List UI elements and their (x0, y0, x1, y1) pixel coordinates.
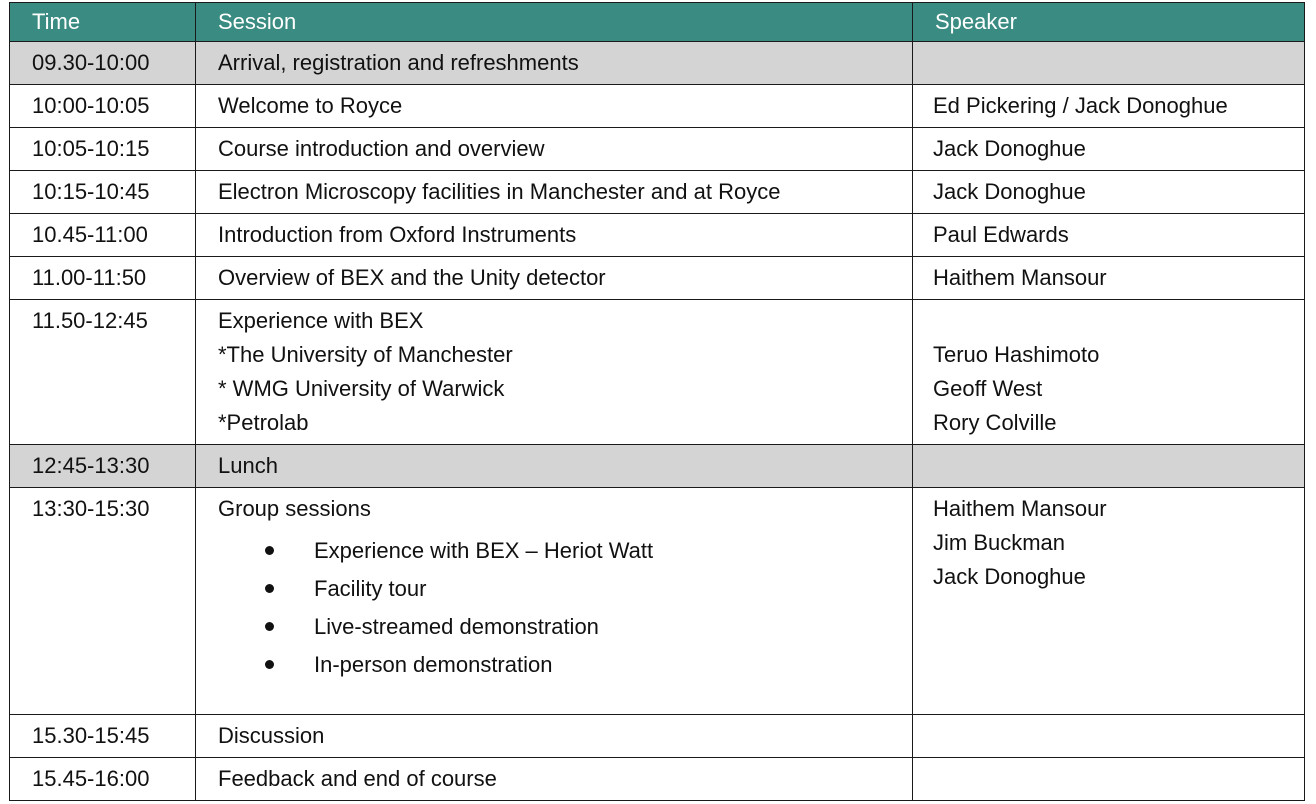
table-row (10, 214, 1305, 257)
row-session: Lunch (196, 445, 913, 488)
list-item (218, 570, 902, 608)
row-speaker (913, 758, 1305, 801)
row-session (196, 300, 913, 445)
bullet-icon (265, 584, 274, 593)
row-time: 12:45-13:30 (10, 445, 196, 488)
session-line: Experience with BEX (218, 308, 424, 333)
row-session: Feedback and end of course (196, 758, 913, 801)
bullet-text: Live-streamed demonstration (314, 614, 599, 639)
row-session: Course introduction and overview (196, 128, 913, 171)
row-session: Arrival, registration and refreshments (196, 42, 913, 85)
row-session: Welcome to Royce (196, 85, 913, 128)
table-row (10, 758, 1305, 801)
table-row (10, 488, 1305, 715)
row-speaker: Jack Donoghue (913, 171, 1305, 214)
speaker-line: Haithem Mansour (933, 496, 1107, 521)
schedule-table (9, 2, 1305, 801)
session-title: Group sessions (218, 496, 371, 521)
header-session: Session (196, 3, 913, 42)
row-session: Introduction from Oxford Instruments (196, 214, 913, 257)
row-session: Electron Microscopy facilities in Manchester and at Royce (196, 171, 913, 214)
table-row (10, 300, 1305, 445)
bullet-text: Experience with BEX – Heriot Watt (314, 538, 654, 563)
row-time: 11.50-12:45 (10, 300, 196, 445)
session-line: *The University of Manchester (218, 342, 513, 367)
header-time: Time (10, 3, 196, 42)
bullet-text: Facility tour (314, 576, 427, 601)
row-speaker (913, 715, 1305, 758)
table-row (10, 171, 1305, 214)
row-time: 10:00-10:05 (10, 85, 196, 128)
session-line: *Petrolab (218, 410, 309, 435)
list-item (218, 532, 902, 570)
row-time: 15.45-16:00 (10, 758, 196, 801)
row-time: 10:15-10:45 (10, 171, 196, 214)
row-speaker (913, 488, 1305, 715)
header-row (10, 3, 1305, 42)
speaker-line: Teruo Hashimoto (933, 342, 1100, 367)
row-session (196, 488, 913, 715)
session-bullet-list (218, 532, 902, 684)
row-time: 10:05-10:15 (10, 128, 196, 171)
table-row (10, 715, 1305, 758)
session-line: * WMG University of Warwick (218, 376, 505, 401)
speaker-line: Jack Donoghue (933, 564, 1086, 589)
bullet-icon (265, 622, 274, 631)
table-row (10, 42, 1305, 85)
row-time: 13:30-15:30 (10, 488, 196, 715)
speaker-line: Rory Colville (933, 410, 1057, 435)
speaker-line: Geoff West (933, 376, 1043, 401)
table-row (10, 257, 1305, 300)
row-time: 11.00-11:50 (10, 257, 196, 300)
row-speaker: Ed Pickering / Jack Donoghue (913, 85, 1305, 128)
list-item (218, 646, 902, 684)
bullet-text: In-person demonstration (314, 652, 553, 677)
row-speaker: Jack Donoghue (913, 128, 1305, 171)
table-row (10, 85, 1305, 128)
row-time: 10.45-11:00 (10, 214, 196, 257)
speaker-line (933, 304, 1294, 338)
row-time: 15.30-15:45 (10, 715, 196, 758)
row-speaker: Paul Edwards (913, 214, 1305, 257)
bullet-icon (265, 546, 274, 555)
row-speaker (913, 300, 1305, 445)
row-speaker: Haithem Mansour (913, 257, 1305, 300)
table-row (10, 445, 1305, 488)
table-row (10, 128, 1305, 171)
row-time: 09.30-10:00 (10, 42, 196, 85)
row-session: Discussion (196, 715, 913, 758)
row-session: Overview of BEX and the Unity detector (196, 257, 913, 300)
row-speaker (913, 445, 1305, 488)
bullet-icon (265, 660, 274, 669)
list-item (218, 608, 902, 646)
speaker-line: Jim Buckman (933, 530, 1066, 555)
row-speaker (913, 42, 1305, 85)
header-speaker: Speaker (913, 3, 1305, 42)
